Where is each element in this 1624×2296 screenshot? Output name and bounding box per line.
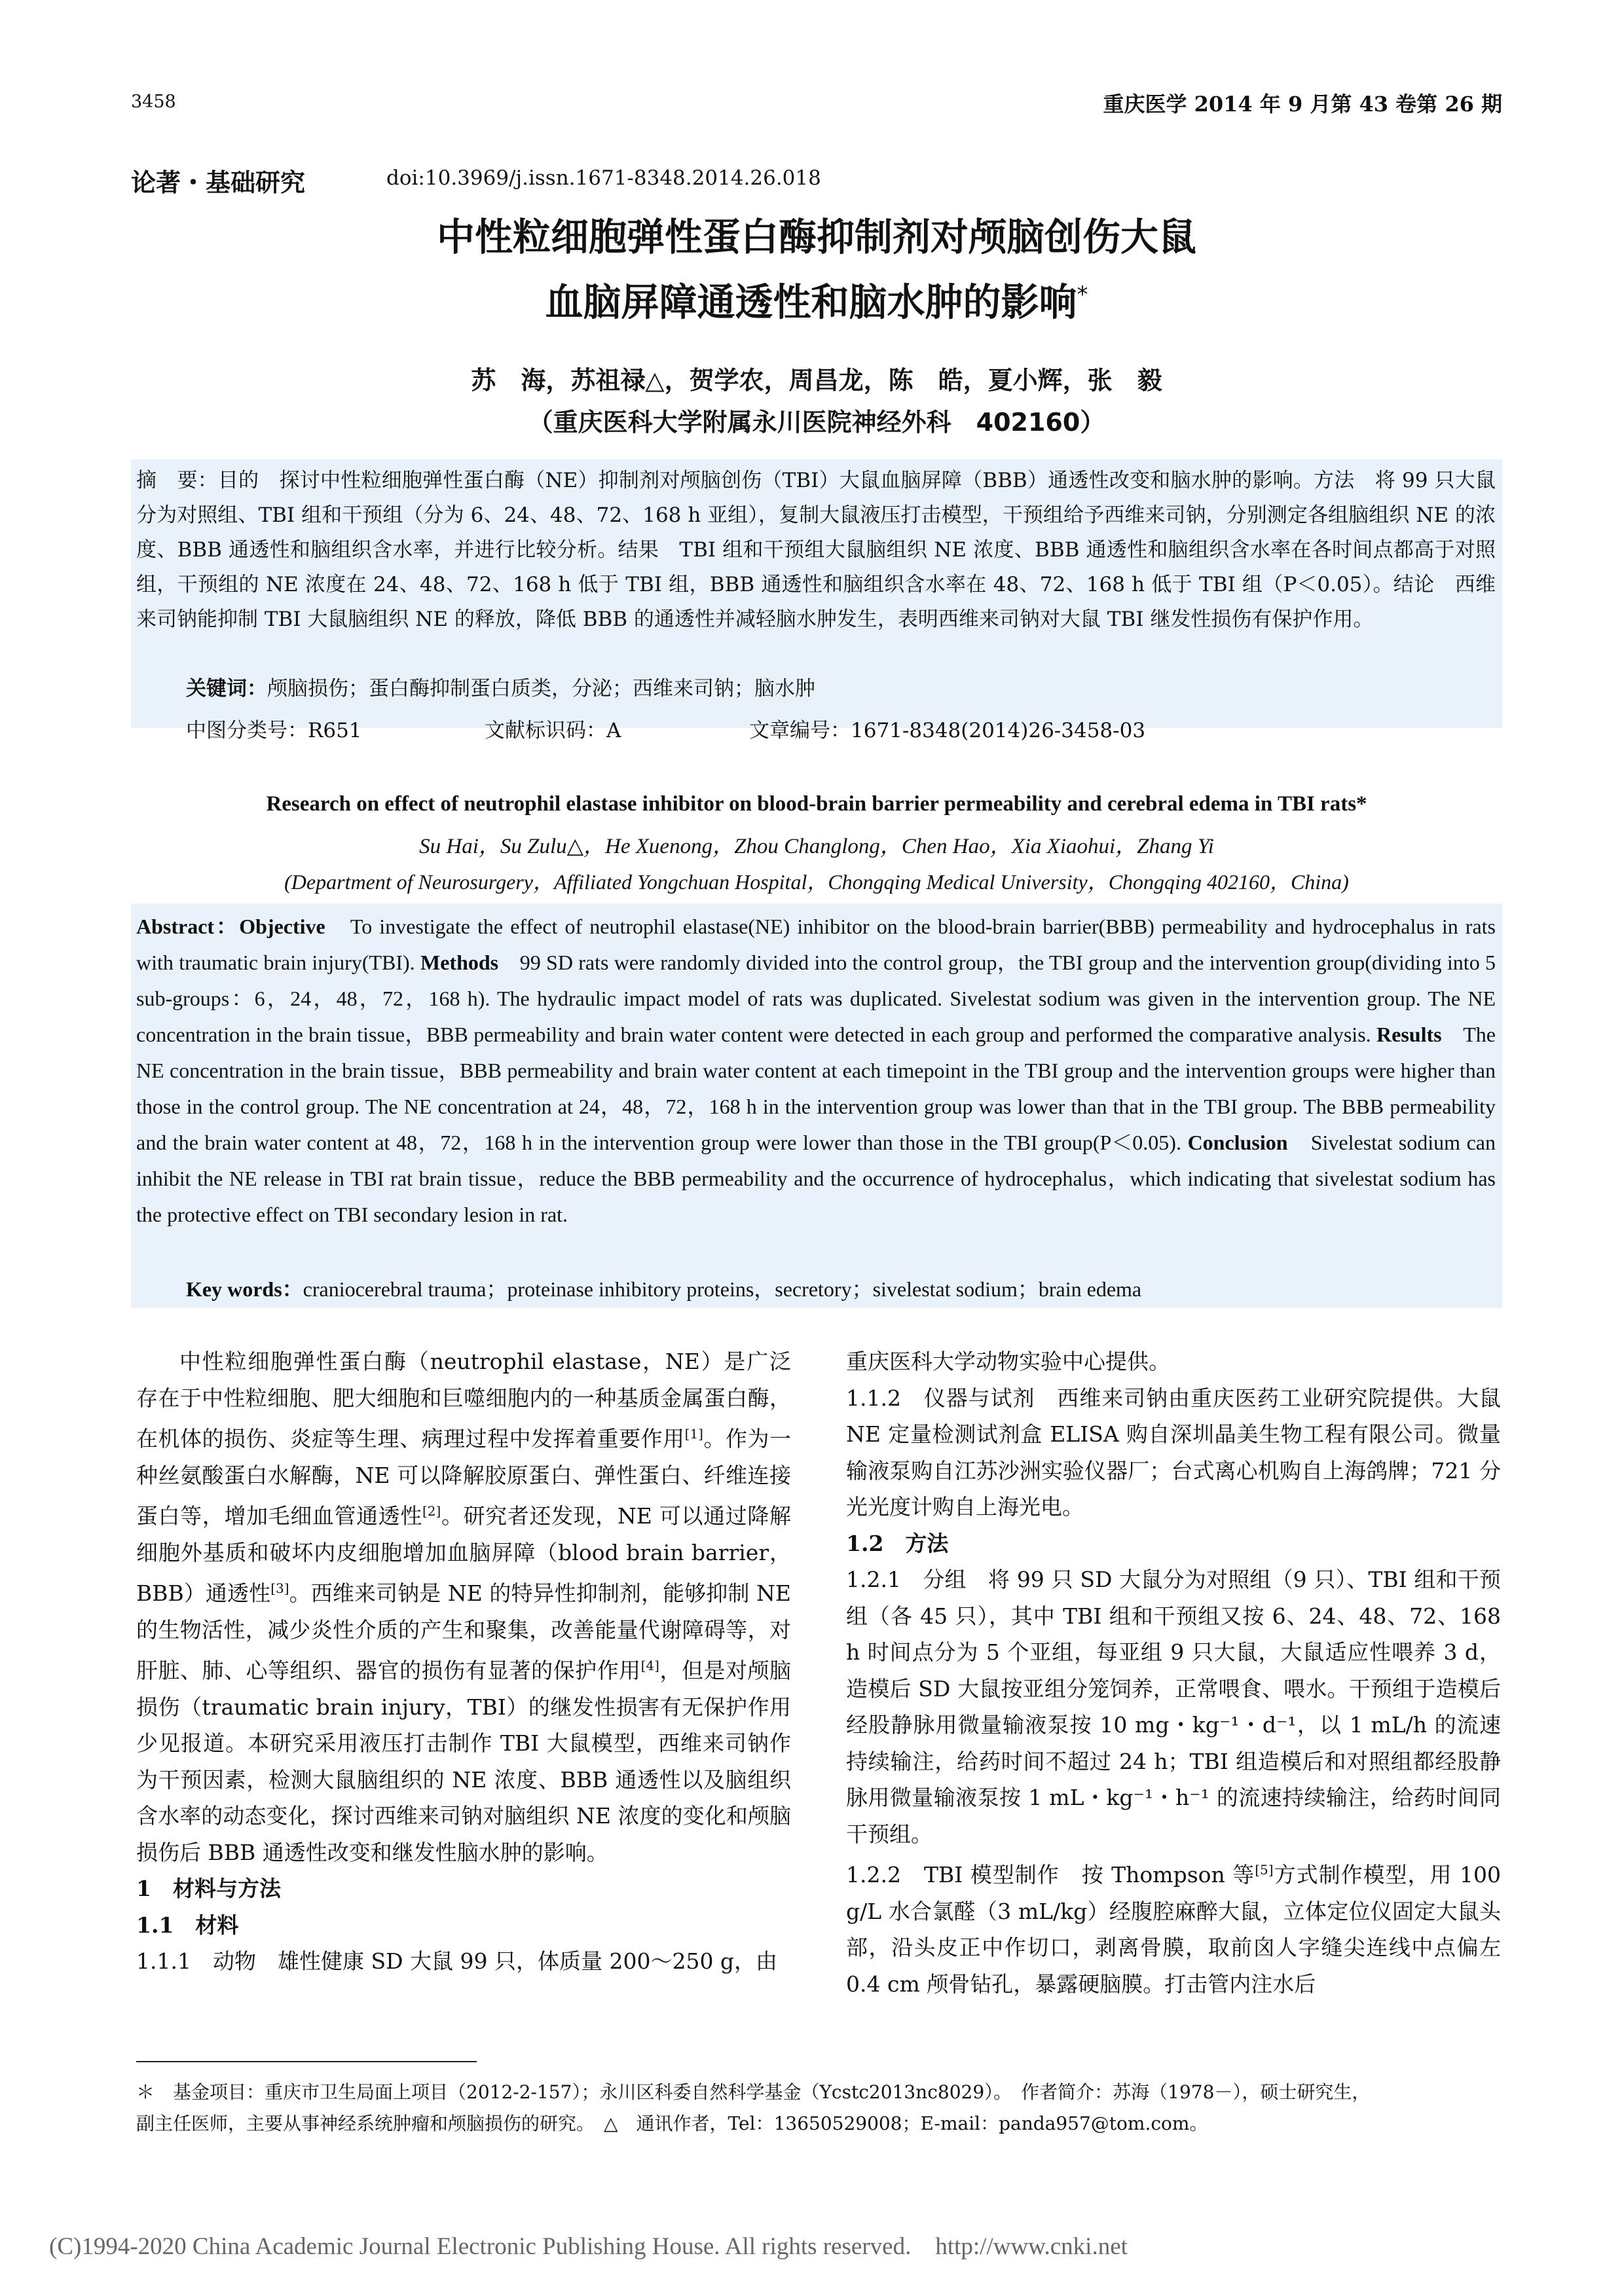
citation-2: [2] — [422, 1503, 441, 1519]
tbi-model-text-1: 1.2.2 TBI 模型制作 按 Thompson 等 — [846, 1862, 1255, 1887]
keywords-cn-label: 关键词： — [186, 677, 267, 701]
abstract-en-conclusion: Sivelestat sodium can inhibit the NE release in TBI rat brain tissue，reduce the BBB permeability and the occurrence of hydrocephalus，which indicating that sivelestat sodium has the protective effect on TBI secondary lesion in rat. — [136, 1131, 1496, 1226]
intro-text-2: 。作为一种丝氨酸蛋白水解酶，NE 可以降解胶原蛋白、弹性蛋白、纤维连接蛋白等，增加毛细血管通透性 — [136, 1426, 792, 1529]
footnotes — [136, 2077, 1498, 2140]
keywords-cn-text: 颅脑损伤；蛋白酶抑制蛋白质类，分泌；西维来司钠；脑水肿 — [267, 677, 815, 701]
page-number: 3458 — [131, 92, 176, 112]
affiliation-cn: （重庆医科大学附属永川医院神经外科 402160） — [528, 408, 1105, 437]
intro-text-5: ，但是对颅脑损伤（traumatic brain injury，TBI）的继发性损害有无保护作用少见报道。本研究采用液压打击制作 TBI 大鼠模型，西维来司钠作为干预因素，检测大鼠脑组织的 NE 浓度、BBB 通透性以及脑组织含水率的动态变化，探讨西维来司钠对脑组织 NE 浓度的变化和颅脑损伤后 BBB 通透性改变和继发性脑水肿的影响。 — [136, 1658, 792, 1865]
intro-text-4: 。西维来司钠是 NE 的特异性抑制剂，能够抑制 NE 的生物活性，减少炎性介质的产生和聚集，改善能量代谢障碍等，对肝脏、肺、心等组织、器官的损伤有显著的保护作用 — [136, 1580, 791, 1683]
body-column-left — [136, 1343, 791, 1980]
paragraph-instruments: 1.1.2 仪器与试剂 西维来司钠由重庆医药工业研究院提供。大鼠 NE 定量检测试剂盒 ELISA 购自深圳晶美生物工程有限公司。微量输液泵购自江苏沙洲实验仪器厂；台式离心机购自上海鸽牌；721 分光光度计购自上海光电。 — [846, 1385, 1501, 1520]
citation-3: [3] — [270, 1580, 289, 1596]
clc-number: 中图分类号：R651 — [186, 719, 362, 742]
title-en: Research on effect of neutrophil elastase inhibitor on blood-brain barrier permeability and cerebral edema in TBI rats* — [266, 792, 1367, 816]
keywords-en — [186, 1273, 1496, 1303]
heading-materials: 1.1 材料 — [136, 1912, 239, 1938]
body-column-right — [846, 1343, 1501, 2002]
abstract-en-results: The NE concentration in the brain tissue，BBB permeability and brain water content at each timepoint in the TBI group and the intervention groups were higher than those in the control group. The NE concentration at 24，48，72，168 h in the intervention group was lower than that in the TBI group. The BBB permeability and the brain water content at 48，72，168 h in the intervention group were lower than those in the TBI group(P＜0.05). — [136, 1023, 1496, 1154]
footnote-rule — [136, 2061, 477, 2062]
abstract-en — [136, 909, 1496, 1233]
intro-paragraph — [136, 1343, 791, 1870]
heading-materials-methods: 1 材料与方法 — [136, 1876, 281, 1901]
citation-4: [4] — [640, 1658, 659, 1673]
footnote-line-2: 副主任医师，主要从事神经系统肿瘤和颅脑损伤的研究。 △ 通讯作者，Tel：13650529008；E-mail：panda957@tom.com。 — [136, 2113, 1208, 2134]
section-tag: 论著・基础研究 — [131, 168, 306, 197]
title-cn-line2-text: 血脑屏障通透性和脑水肿的影响 — [545, 280, 1077, 325]
abstract-cn: 摘 要：目的 探讨中性粒细胞弹性蛋白酶（NE）抑制剂对颅脑创伤（TBI）大鼠血脑屏障（BBB）通透性改变和脑水肿的影响。方法 将 99 只大鼠分为对照组、TBI 组和干预组（分为 6、24、48、72、168 h 亚组），复制大鼠液压打击模型，干预组给予西维来司钠，分别测定各组脑组织 NE 的浓度、BBB 通透性和脑组织含水率，并进行比较分析。结果 TBI 组和干预组大鼠脑组织 NE 浓度、BBB 通透性和脑组织含水率在各时间点都高于对照组，干预组的 NE 浓度在 24、48、72、168 h 低于 TBI 组，BBB 通透性和脑组织含水率在 48、72、168 h 低于 TBI 组（P＜0.05）。结论 西维来司钠能抑制 TBI 大鼠脑组织 NE 的释放，降低 BBB 的通透性并减轻脑水肿发生，表明西维来司钠对大鼠 TBI 继发性损伤有保护作用。 — [136, 469, 1496, 631]
tbi-model-text-2: 方式制作模型，用 100 g/L 水合氯醛（3 mL/kg）经腹腔麻醉大鼠，立体定位仪固定大鼠头部，沿头皮正中作切口，剥离骨膜，取前囟人字缝尖连线中点偏左 0.4 cm 颅骨钻孔，暴露硬脑膜。打击管内注水后 — [846, 1862, 1501, 1997]
heading-methods: 1.2 方法 — [846, 1530, 949, 1556]
keywords-en-label: Key words： — [186, 1277, 303, 1301]
paragraph-animals: 1.1.1 动物 雄性健康 SD 大鼠 99 只，体质量 200～250 g，由 — [136, 1948, 778, 1974]
title-cn — [131, 208, 1502, 331]
title-footnote-mark: * — [1077, 282, 1088, 308]
article-number: 文章编号：1671-8348(2014)26-3458-03 — [749, 719, 1146, 742]
title-cn-line2 — [131, 266, 1502, 331]
abstract-en-objective-label: Abstract：Objective — [136, 915, 325, 938]
journal-header: 重庆医学 2014 年 9 月第 43 卷第 26 期 — [1103, 92, 1502, 117]
citation-5: [5] — [1255, 1862, 1274, 1878]
paragraph-animals-continued: 重庆医科大学动物实验中心提供。 — [846, 1349, 1170, 1374]
abstract-en-objective: To investigate the effect of neutrophil elastase(NE) inhibitor on the blood-brain barrier(BBB) permeability and hydrocephalus in rats with traumatic brain injury(TBI). — [136, 915, 1496, 974]
doi: doi:10.3969/j.issn.1671-8348.2014.26.018 — [386, 166, 821, 190]
citation-1: [1] — [684, 1426, 703, 1442]
paragraph-tbi-model — [846, 1852, 1501, 2002]
title-cn-line1: 中性粒细胞弹性蛋白酶抑制剂对颅脑创伤大鼠 — [436, 215, 1196, 259]
keywords-cn — [186, 672, 1496, 701]
keywords-en-text: craniocerebral trauma；proteinase inhibitory proteins，secretory；sivelestat sodium；brain edema — [303, 1277, 1142, 1301]
intro-text-3: 。研究者还发现，NE 可以通过降解细胞外基质和破坏内皮细胞增加血脑屏障（blood brain barrier，BBB）通透性 — [136, 1503, 791, 1606]
abstract-en-results-label: Results — [1376, 1023, 1442, 1046]
abstract-en-methods: 99 SD rats were randomly divided into the control group，the TBI group and the intervention group(dividing into 5 sub-groups：6，24，48，72，168 h). The hydraulic impact model of rats was duplicated. Sivelestat sodium was given in the intervention group. The NE concentration in the brain tissue，BBB permeability and brain water content were detected in each group and performed the comparative analysis. — [136, 951, 1496, 1046]
affiliation-en: (Department of Neurosurgery，Affiliated Yongchuan Hospital，Chongqing Medical University，Chongqing 402160，China) — [284, 870, 1349, 894]
authors-cn: 苏 海，苏祖禄△，贺学农，周昌龙，陈 皓，夏小辉，张 毅 — [471, 366, 1162, 395]
paragraph-grouping: 1.2.1 分组 将 99 只 SD 大鼠分为对照组（9 只）、TBI 组和干预组（各 45 只），其中 TBI 组和干预组又按 6、24、48、72、168 h 时间点分为 5 个亚组，每亚组 9 只大鼠，大鼠适应性喂养 3 d，造模后 SD 大鼠按亚组分笼饲养，正常喂食、喂水。干预组于造模后经股静脉用微量输液泵按 10 mg・kg⁻¹・d⁻¹，以 1 mL/h 的流速持续输注，给药时间不超过 24 h；TBI 组造模后和对照组都经股静脉用微量输液泵按 1 mL・kg⁻¹・h⁻¹ 的流速持续输注，给药时间同干预组。 — [846, 1567, 1501, 1847]
abstract-en-conclusion-label: Conclusion — [1187, 1131, 1288, 1154]
intro-text-1: 中性粒细胞弹性蛋白酶（neutrophil elastase，NE）是广泛存在于中性粒细胞、肥大细胞和巨噬细胞内的一种基质金属蛋白酶，在机体的损伤、炎症等生理、病理过程中发挥着重要作用 — [136, 1349, 791, 1451]
copyright-watermark: (C)1994-2020 China Academic Journal Electronic Publishing House. All rights reserved. http://www.cnki.net — [49, 2233, 1128, 2260]
authors-en: Su Hai，Su Zulu△，He Xuenong，Zhou Changlong，Chen Hao，Xia Xiaohui，Zhang Yi — [419, 835, 1214, 858]
footnote-line-1: ＊ 基金项目：重庆市卫生局面上项目（2012-2-157）；永川区科委自然科学基金（Ycstc2013nc8029）。 作者简介：苏海（1978－），硕士研究生， — [136, 2081, 1371, 2103]
abstract-en-methods-label: Methods — [420, 951, 499, 974]
document-code: 文献标识码：A — [485, 719, 621, 742]
